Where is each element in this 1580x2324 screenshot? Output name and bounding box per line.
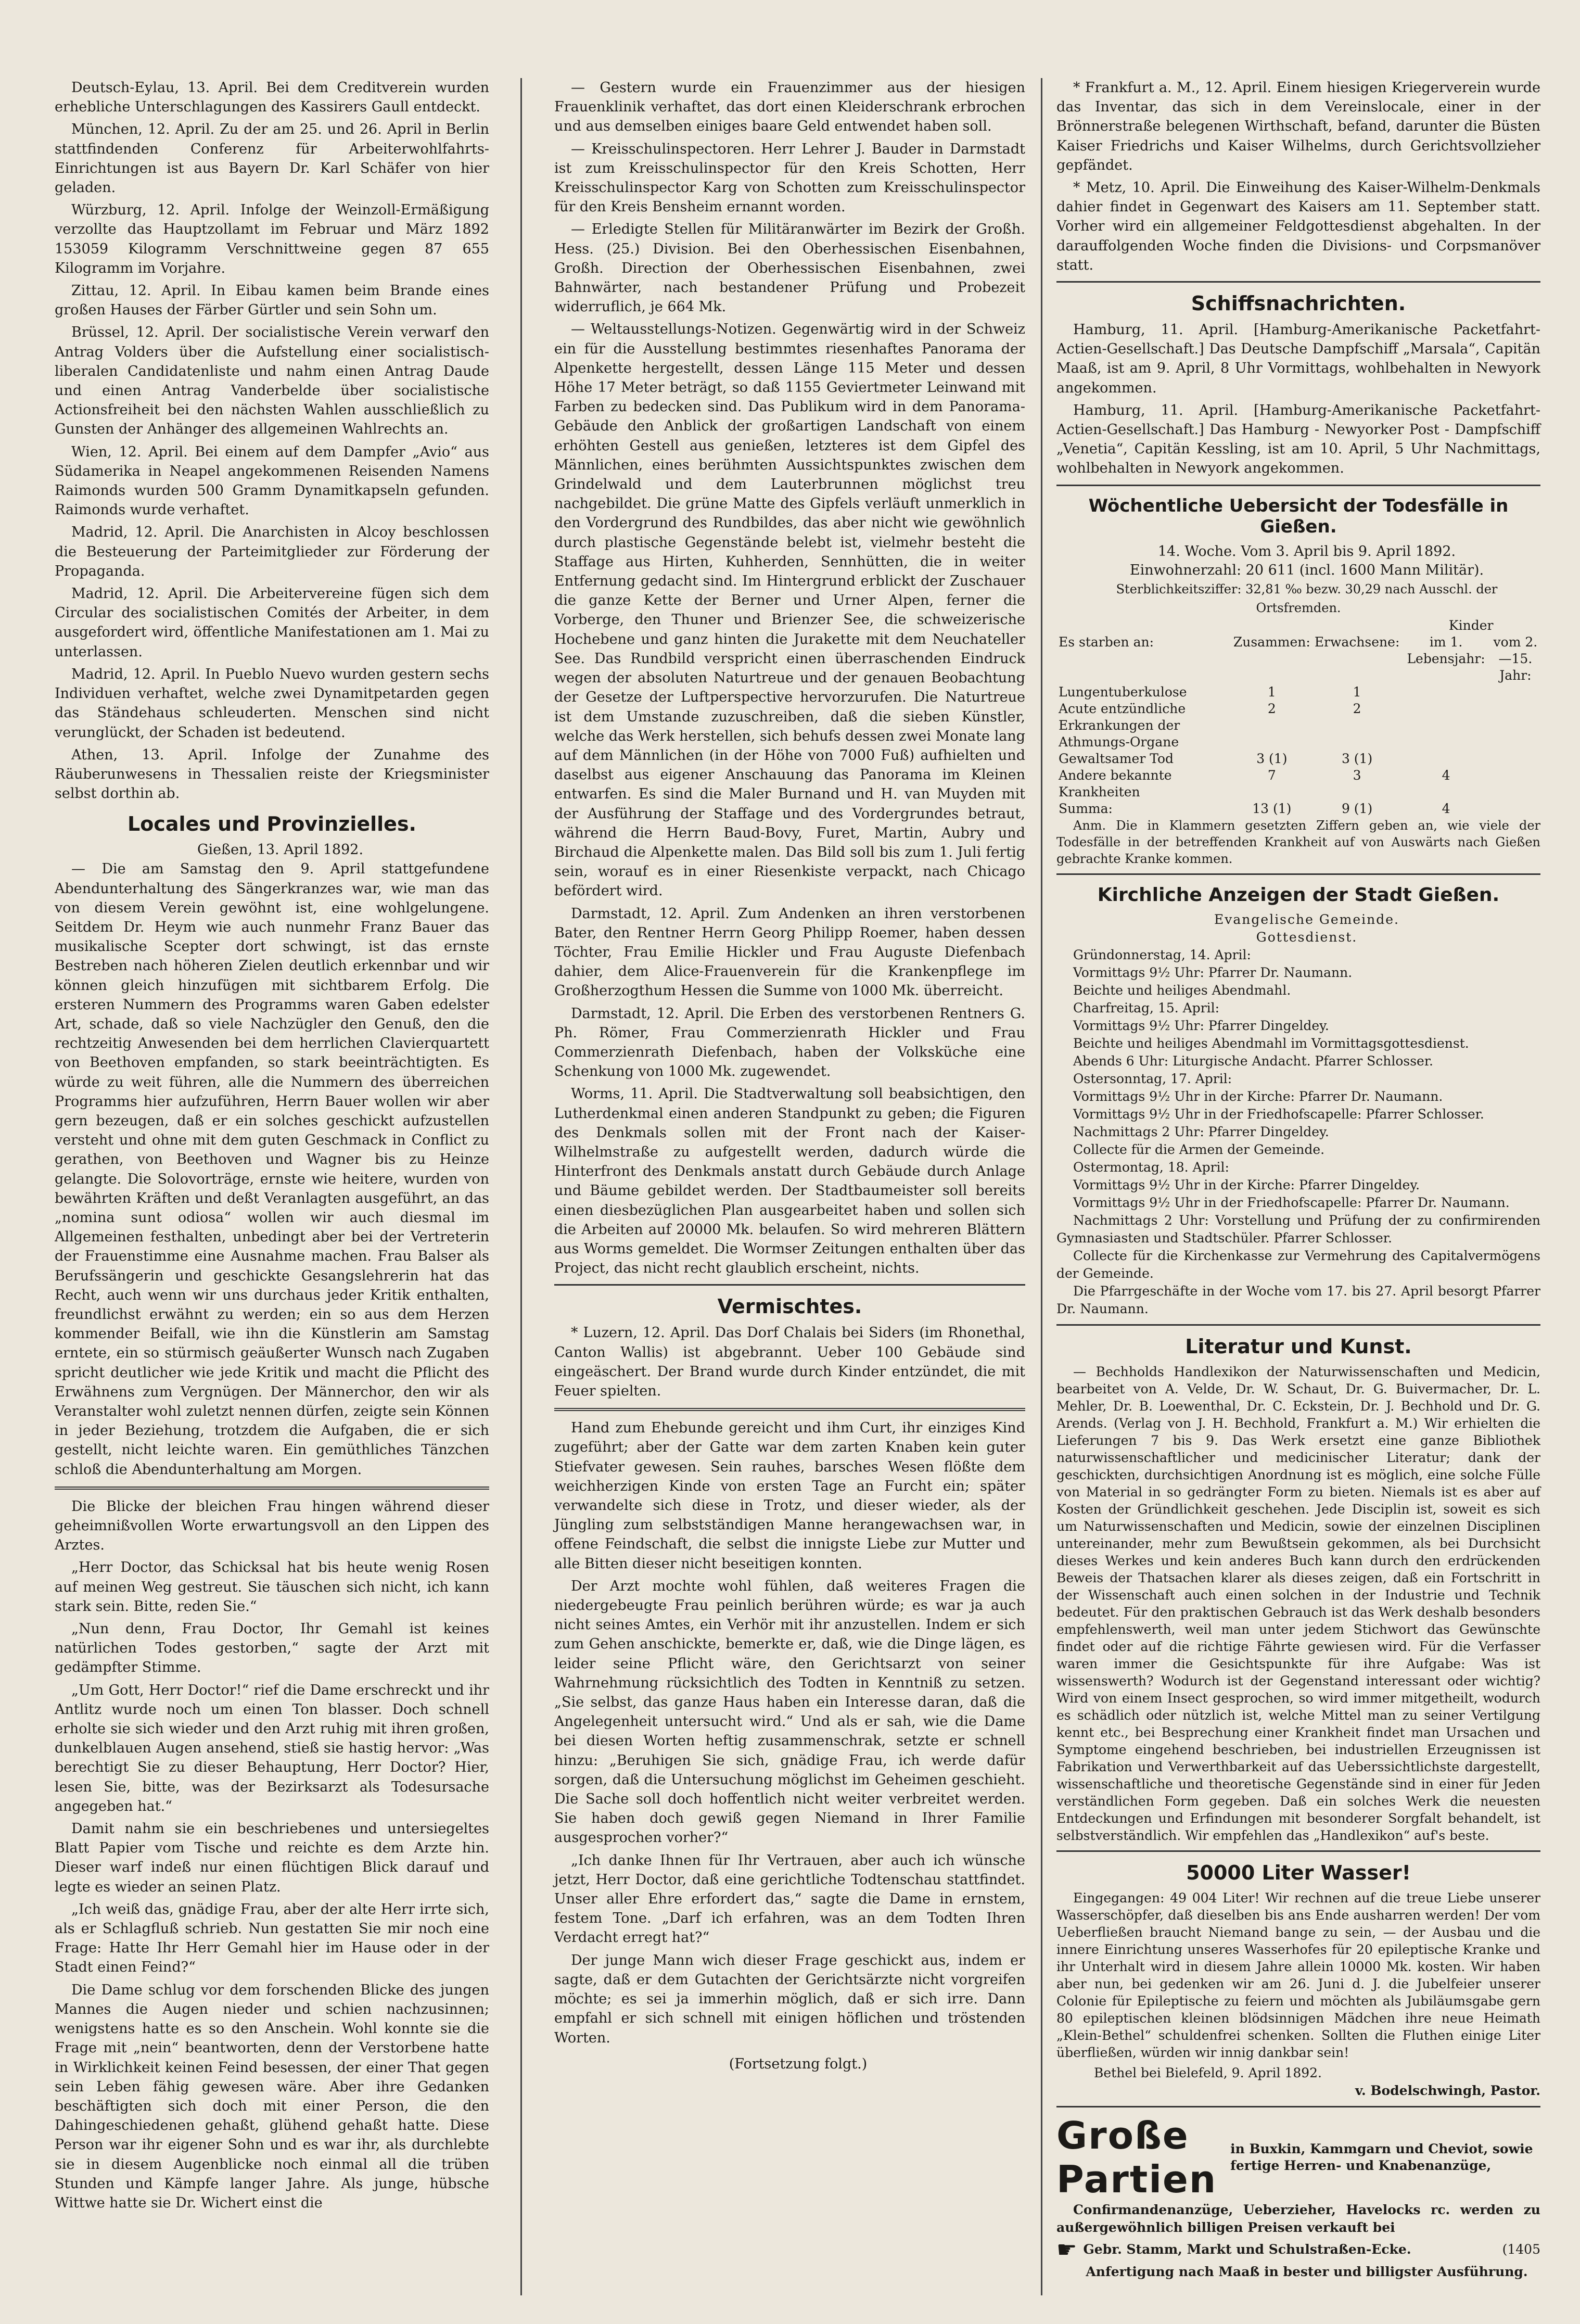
- news-item: Deutsch-Eylau, 13. April. Bei dem Creditverein wurden erhebliche Unterschlagungen des Kassirers Gaull entdeckt.: [55, 80, 489, 116]
- feuilleton-paragraph: „Um Gott, Herr Doctor!“ rief die Dame erschreckt und ihr Antlitz wurde noch um einen Ton blasser. Doch schnell erholte sie sich wieder und den Arzt ruhig mit ihren großen, dunkelblauen Augen ansehend, stieß sie hastig hervor: „Was berechtigt Sie zu dieser Behauptung, Herr Doctor? Hier, lesen Sie, bitte, was der Bezirksarzt als Todesursache angegeben hat.“: [55, 1682, 489, 1814]
- section-heading-wasser: 50000 Liter Wasser!: [1186, 1861, 1411, 1884]
- church-line: Collecte für die Kirchenkasse zur Vermehrung des Capitalvermögens der Gemeinde.: [1056, 1248, 1540, 1281]
- table-row: [1056, 751, 1540, 767]
- appeal-sign-name: v. Bodelschwingh, Pastor.: [1355, 2082, 1540, 2098]
- ad-line: Confirmandenanzüge, Ueberzieher, Havelocks rc. werden zu außergewöhnlich billigen Preisen verkauft bei: [1056, 2202, 1540, 2235]
- church-line: Nachmittags 2 Uhr: Pfarrer Dingeldey.: [1073, 1124, 1329, 1139]
- table-row: [1056, 684, 1540, 701]
- table-cell: 4: [1442, 801, 1450, 816]
- church-subheading: Gottesdienst.: [1256, 929, 1358, 945]
- table-row: [1056, 767, 1540, 801]
- table-header: Kinder: [1448, 617, 1494, 633]
- church-line: Charfreitag, 15. April:: [1073, 1000, 1220, 1015]
- table-cell: [1490, 684, 1540, 701]
- feuilleton-paragraph: „Nun denn, Frau Doctor, Ihr Gemahl ist keines natürlichen Todes gestorben,“ sagte der Arzt mit gedämpfter Stimme.: [55, 1621, 489, 1676]
- column-rule-1: [520, 78, 522, 2295]
- literature-article: — Bechholds Handlexikon der Naturwissenschaften und Medicin, bearbeitet von A. Velde, Dr. W. Schaut, Dr. G. Buivermacher, Dr. L. Mehler, Dr. B. Loewenthal, Dr. C. Eckstein, Dr. J. Bechhold und Dr. G. Arends. (Verlag von J. H. Bechhold, Frankfurt a. M.) Wir erhielten die Lieferungen 7 bis 9. Das Werk ersetzt eine ganze Bibliothek naturwissenschaftlicher und medicinischer Literatur; dank der geschickten, durchsichtigen Anordnung ist es möglich, eine solche Fülle von Material in so gedrängter Form zu bieten. Niemals ist es aber auf Kosten der Gründlichkeit geschehen. Jede Disciplin ist, soweit es sich um Naturwissenschaften und Medicin, sowie der einzelnen Disciplinen untereinander, mehr zum Bewußtsein gekommen, als bei Durchsicht dieses Werkes und kein anderes Buch kann durch den erdrückenden Beweis der Thatsachen klarer als dieses zeigen, daß ein Fortschritt in der Wissenschaft auch einen solchen in der Industrie und Technik bedeutet. Für den praktischen Gebrauch ist das Werk deshalb besonders empfehlenswerth, weil man unter jedem Stichwort das Gewünschte findet oder auf die richtige Fährte gewiesen wird. Für die Verfasser waren immer die Gesichtspunkte für ihre Aufgabe: Was ist wissenswerth? Wodurch ist der Gegenstand interessant oder wichtig? Wird von einem Insect gesprochen, so wird immer mitgetheilt, wodurch es schädlich oder nützlich ist, welche Mittel man zu seiner Vertilgung kennt etc., bei Besprechung einer Krankheit findet man Ursachen und Symptome eingehend beschrieben, bei industriellen Erzeugnissen ist Fabrikation und Verwerthbarkeit auf das Ueberssichtlichste dargestellt, wissenschaftliche und theoretische Gegenstände sind in einer für Jeden verständlichen Form gegeben. Daß ein solches Werk die neuesten Entdeckungen und Erfindungen mit besonderer Sorgfalt behandelt, ist selbstverständlich. Wir empfehlen das „Handlexikon“ auf's beste.: [1056, 1364, 1540, 1843]
- table-header: Es starben an:: [1059, 634, 1154, 650]
- ad-side-text: in Buxkin, Kammgarn und Cheviot, sowie fertige Herren- und Knabenanzüge,: [1230, 2141, 1533, 2173]
- table-cell: [1490, 701, 1540, 751]
- church-line: Vormittags 9½ Uhr: Pfarrer Dr. Naumann.: [1073, 964, 1353, 980]
- table-row: [1056, 701, 1540, 751]
- news-item: Madrid, 12. April. Die Anarchisten in Alcoy beschlossen die Besteuerung der Parteimitglieder zur Förderung der Propaganda.: [55, 524, 489, 579]
- ad-shop-row: [1056, 2237, 1540, 2263]
- table-cell: 2: [1267, 701, 1276, 716]
- table-cell: Acute entzündliche Erkrankungen der Athmungs-Organe: [1059, 701, 1186, 750]
- news-item: — Gestern wurde ein Frauenzimmer aus der hiesigen Frauenklinik verhaftet, das dort einen Kleiderschrank erbrochen und aus demselben einiges baare Geld entwendet haben soll.: [554, 80, 1025, 135]
- death-stats-rate: Sterblichkeitsziffer: 32,81 ‰ bezw. 30,29 nach Ausschl. der Ortsfremden.: [1116, 581, 1498, 615]
- table-cell: Lungentuberkulose: [1059, 684, 1187, 700]
- feuilleton-paragraph: Die Dame schlug vor dem forschenden Blicke des jungen Mannes die Augen nieder und schien nachzusinnen; wenigstens hatte es so den Anschein. Wohl konnte sie die Frage mit „nein“ beantworten, denn der Verstorbene hatte in Wirklichkeit keinen Feind besessen, der einer That gegen sein Leben fähig gewesen wäre. Aber ihre Gedanken beschäftigten sich doch mit einer Person, die den Dahingeschiedenen gehaßt, glühend gehaßt hatte. Diese Person war ihr eigener Sohn und es war ihr, als durchlebte sie in diesem Augenblicke noch einmal all die trüben Stunden und Kämpfe langer Jahre. Als junge, hübsche Wittwe hatte sie Dr. Wichert einst die: [55, 1982, 489, 2211]
- news-item: Wien, 12. April. Bei einem auf dem Dampfer „Avio“ aus Südamerika in Neapel angekommenen Reisenden Namens Raimonds wurden 500 Gramm Dynamitkapseln gefunden. Raimonds wurde verhaftet.: [55, 443, 489, 518]
- pointing-hand-icon: ☛: [1056, 2236, 1077, 2263]
- church-line: Vormittags 9½ Uhr: Pfarrer Dingeldey.: [1073, 1018, 1329, 1033]
- section-divider: [1056, 1324, 1540, 1326]
- feuilleton-paragraph: Hand zum Ehebunde gereicht und ihm Curt, ihr einziges Kind zugeführt; aber der Gatte war dem zarten Knaben kein guter Stiefvater gewesen. Sein rauhes, barsches Wesen flößte dem weichherzigen Kinde von ersten Tage an Furcht ein; später verwandelte sich diese in Trotz, und dieser wieder, als der Jüngling zum selbstständigen Manne herangewachsen war, in offene Feindschaft, die selbst die innigste Liebe zur Mutter und alle Bitten dieser nicht beseitigen konnten.: [554, 1420, 1025, 1572]
- ad-line: Anfertigung nach Maaß in bester und billigster Ausführung.: [1086, 2264, 1528, 2279]
- church-line: Collecte für die Armen der Gemeinde.: [1073, 1141, 1325, 1157]
- news-item: Darmstadt, 12. April. Zum Andenken an ihren verstorbenen Bater, den Rentner Herrn Georg Philipp Roemer, haben dessen Töchter, Frau Emilie Hickler und Frau Auguste Diefenbach dahier, dem Alice-Frauenverein für die Krankenpflege im Großherzogthum Hessen die Summe von 1000 Mk. überreicht.: [554, 905, 1025, 999]
- section-heading-vermischtes: Vermischtes.: [717, 1295, 862, 1318]
- table-cell: 3 (1): [1256, 751, 1288, 766]
- news-item: Brüssel, 12. April. Der socialistische Verein verwarf den Antrag Volders über die Aufstellung einer socialistisch-liberalen Candidatenliste und nahm einen Antrag Daude und einen Antrag Vanderbelde über socialistische Actionsfreiheit bei den nächsten Wahlen ausschließlich zu Gunsten der Anhänger des allgemeinen Wahlrechts an.: [55, 324, 489, 438]
- death-stats-population: Einwohnerzahl: 20 611 (incl. 1600 Mann Militär).: [1129, 562, 1484, 578]
- ad-title: Große Partien: [1056, 2113, 1217, 2201]
- feuilleton-paragraph: „Ich danke Ihnen für Ihr Vertrauen, aber auch ich wünsche jetzt, Herr Doctor, daß eine gerichtliche Todtenschau stattfindet. Unser aller Ehre erfordert das,“ sagte die Dame in ernstem, festem Tone. „Darf ich erfahren, was an dem Todten Ihren Verdacht erregt hat?“: [554, 1852, 1025, 1946]
- table-cell: [1490, 751, 1540, 767]
- table-header: Zusammen:: [1233, 634, 1310, 650]
- news-item: Worms, 11. April. Die Stadtverwaltung soll beabsichtigen, den Lutherdenkmal einen anderen Standpunkt zu geben; die Figuren des Denkmals sollen mit der Front nach der Kaiser-Wilhelmstraße zu aufgestellt werden, dadurch würde die Hinterfront des Denkmals anstatt durch Gebäude durch Anlage und Bäume gebildet werden. Der Stadtbaumeister soll bereits einen diesbezüglichen Plan ausgearbeitet haben und sollen sich die Arbeiten auf 20000 Mk. belaufen. So wird mehreren Blättern aus Worms gemeldet. Die Wormser Zeitungen enthalten über das Project, das nicht recht glaublich erscheint, nichts.: [554, 1086, 1025, 1277]
- feuilleton-paragraph: Die Blicke der bleichen Frau hingen während dieser geheimnißvollen Worte erwartungsvoll an den Lippen des Arztes.: [55, 1498, 489, 1554]
- news-item: — Kreisschulinspectoren. Herr Lehrer J. Bauder in Darmstadt ist zum Kreisschulinspector für den Kreis Schotten, Herr Kreisschulinspector Karg von Schotten zum Kreisschulinspector für den Kreis Bensheim ernannt worden.: [554, 141, 1025, 215]
- death-stats-table: [1056, 617, 1540, 817]
- table-cell: [1401, 684, 1490, 701]
- table-cell: 3: [1353, 767, 1361, 783]
- table-cell: [1401, 751, 1490, 767]
- church-line: Beichte und heiliges Abendmahl im Vormittagsgottesdienst.: [1073, 1035, 1469, 1051]
- church-line: Ostermontag, 18. April:: [1073, 1159, 1229, 1175]
- news-item: * Metz, 10. April. Die Einweihung des Kaiser-Wilhelm-Denkmals dahier findet in Gegenwart des Kaisers am 11. September statt. Vorher wird ein allgemeiner Feldgottesdienst abgehalten. In der darauffolgenden Woche finden die Divisions- und Corpsmanöver statt.: [1056, 180, 1540, 273]
- table-cell: Andere bekannte Krankheiten: [1059, 767, 1172, 799]
- table-row-total: [1056, 801, 1540, 817]
- feuilleton-paragraph: Damit nahm sie ein beschriebenes und untersiegeltes Blatt Papier vom Tische und reichte es dem Arzte hin. Dieser warf indeß nur einen flüchtigen Blick darauf und legte es wieder an seinen Platz.: [55, 1821, 489, 1895]
- ad-number: (1405: [1502, 2242, 1540, 2257]
- news-item: * Frankfurt a. M., 12. April. Einem hiesigen Kriegerverein wurde das Inventar, das sich in dem Vereinslocale, einer in der Brönnerstraße belegenen Wirthschaft, befand, darunter die Büsten Kaiser Friedrichs und Kaiser Wilhelms, durch Gerichtsvollzieher gepfändet.: [1056, 80, 1540, 173]
- table-cell: 4: [1442, 767, 1450, 783]
- news-item: — Erledigte Stellen für Militäranwärter im Bezirk der Großh. Hess. (25.) Division. Bei den Oberhessischen Eisenbahnen, Großh. Direction der Oberhessischen Eisenbahnen, zwei Bahnwärter, nach bestandener Prüfung und Probezeit widerruflich, je 664 Mk.: [554, 221, 1025, 315]
- column-2: [554, 78, 1025, 2074]
- section-heading-locales: Locales und Provinzielles.: [127, 812, 416, 836]
- locales-article: — Die am Samstag den 9. April stattgefundene Abendunterhaltung des Sängerkranzes war, wie man das von diesem Verein gewöhnt ist, eine wohlgelungene. Seitdem Dr. Heym wie auch nunmehr Franz Bauer das musikalische Scepter dort schwingt, ist das ernste Bestreben nach höheren Zielen deutlich erkennbar und wir können gleich hinzufügen mit sichtbarem Erfolg. Die ersteren Nummern des Programms waren Gaben edelster Art, schade, daß so viele Nachzügler den Genuß, den die rechtzeitig Anwesenden bei dem herrlichen Clavierquartett von Beethoven empfanden, so stark beeinträchtigten. Es würde zu weit führen, alle die Nummern des überreichen Programms hier aufzuführen, Herrn Bauer wollen wir aber gern bezeugen, daß er ein solches geschickt aufzustellen versteht und ohne mit dem guten Geschmack in Conflict zu gerathen, von Beethoven und Wagner bis zu Heinze gelangte. Die Solovorträge, ernste wie heitere, wurden von bewährten Kräften und deßt Veranlagten ausgeführt, an das „nomina sunt odiosa“ wollen wir auch diesmal im Allgemeinen festhalten, unbedingt aber bei der Vertreterin der Frauenstimme eine Ausnahme machen. Frau Balser als Berufssängerin und geschickte Gesangslehrerin hat das Recht, auch wenn wir uns durchaus jeder Kritik enthalten, freundlichst erwähnt zu werden; ein so aus dem Herzen kommender Beifall, wie ihn die Künstlerin am Samstag erntete, ein so stürmisch geäußerter Wunsch nach Zugaben spricht deutlicher wie jede Kritik und macht die Pflicht des Erwähnens zum Vergnügen. Der Männerchor, den wir als Veranstalter wohl zuletzt nennen dürfen, zeigte sein Können in jeder Beziehung, trotzdem die Aufgaben, die er sich gestellt, nicht leichte waren. Ein gemüthliches Tänzchen schloß die Abendunterhaltung am Morgen.: [55, 861, 489, 1478]
- section-divider: [1056, 1850, 1540, 1852]
- news-item: Darmstadt, 12. April. Die Erben des verstorbenen Rentners G. Ph. Römer, Frau Commerzienrath Hickler und Frau Commerzienrath Diefenbach, haben der Volksküche eine Schenkung von 1000 Mk. zugewendet.: [554, 1005, 1025, 1080]
- table-cell: 13 (1): [1252, 801, 1292, 816]
- section-divider: [1056, 873, 1540, 875]
- table-header: Erwachsene:: [1314, 634, 1400, 650]
- church-line: Nachmittags 2 Uhr: Vorstellung und Prüfung der zu confirmirenden Gymnasiasten und Stadtschüler. Pfarrer Schlosser.: [1056, 1212, 1540, 1246]
- table-note: Anm. Die in Klammern gesetzten Ziffern geben an, wie viele der Todesfälle in der betreffenden Krankheit auf von Auswärts nach Gießen gebrachte Kranke kommen.: [1056, 818, 1540, 866]
- feuilleton-paragraph: Der Arzt mochte wohl fühlen, daß weiteres Fragen die niedergebeugte Frau peinlich berühren würde; es war ja auch nicht seines Amtes, ein Verhör mit ihr anzustellen. Indem er sich zum Gehen anschickte, bemerkte er, daß, wie die Dinge lägen, es leider seine Pflicht wäre, den Gerichtsarzt von seiner Wahrnehmung rücksichtlich des Todten in Kenntniß zu setzen. „Sie selbst, das ganze Haus haben ein Interesse daran, daß die Angelegenheit untersucht wird.“ Und als er sah, wie die Dame bei diesen Worten heftig zusammenschrak, setzte er schnell hinzu: „Beruhigen Sie sich, gnädige Frau, ich werde dafür sorgen, daß die Untersuchung möglichst im Geheimen geschieht. Die Sache soll doch hoffentlich nicht weiter verbreitet werden. Sie haben doch gewiß gegen Niemand in Ihrer Familie ausgesprochen vorher?“: [554, 1578, 1025, 1846]
- feuilleton-divider: [554, 1408, 1025, 1411]
- ship-news: Hamburg, 11. April. [Hamburg-Amerikanische Packetfahrt-Actien-Gesellschaft.] Das Hamburg - Newyorker Post - Dampfschiff „Venetia“, Capitän Kessling, ist am 10. April, 5 Uhr Nachmittags, wohlbehalten in Newyork angekommen.: [1056, 402, 1540, 477]
- feuilleton-paragraph: „Ich weiß das, gnädige Frau, aber der alte Herr irrte sich, als er Schlagfluß schrieb. Nun gestatten Sie mir noch eine Frage: Hatte Ihr Herr Gemahl hier im Hause oder in der Stadt einen Feind?“: [55, 1901, 489, 1976]
- news-item: Madrid, 12. April. Die Arbeitervereine fügen sich dem Circular des socialistischen Comités der Arbeiter, in dem ausgefordert wird, öffentliche Manifestationen am 1. Mai zu unterlassen.: [55, 586, 489, 660]
- dateline: Gießen, 13. April 1892.: [197, 842, 364, 858]
- table-cell: [1401, 701, 1490, 751]
- church-subheading: Evangelische Gemeinde.: [1214, 911, 1399, 927]
- column-3: [1056, 78, 1540, 2281]
- section-divider: [554, 1284, 1025, 1286]
- ad-header: [1056, 2114, 1540, 2201]
- advertisement: [1056, 2114, 1540, 2281]
- table-cell: 3 (1): [1341, 751, 1373, 766]
- news-item: Zittau, 12. April. In Eibau kamen beim Brande eines großen Hauses der Färber Gürtler und sein Sohn um.: [55, 283, 489, 319]
- church-line: Vormittags 9½ Uhr in der Friedhofscapelle: Pfarrer Schlosser.: [1073, 1106, 1484, 1122]
- column-rule-2: [1041, 78, 1042, 2295]
- feuilleton-paragraph: Der junge Mann wich dieser Frage geschickt aus, indem er sagte, daß er dem Gutachten der Gerichtsärzte nicht vorgreifen möchte; es sei ja immerhin möglich, daß er sich irre. Dann empfahl er sich schnell mit einigen höflichen und tröstenden Worten.: [554, 1952, 1025, 2046]
- church-line: Abends 6 Uhr: Liturgische Andacht. Pfarrer Schlosser.: [1073, 1053, 1434, 1069]
- news-item: Madrid, 12. April. In Pueblo Nuevo wurden gestern sechs Individuen verhaftet, welche zwei Dynamitpetarden gegen das Ständehaus schleuderten. Menschen sind nicht verunglückt, der Schaden ist bedeutend.: [55, 666, 489, 741]
- table-cell: 1: [1267, 684, 1276, 700]
- news-item: Athen, 13. April. Infolge der Zunahme des Räuberunwesens in Thessalien reiste der Kriegsminister selbst dorthin ab.: [55, 746, 489, 802]
- news-item: — Weltausstellungs-Notizen. Gegenwärtig wird in der Schweiz ein für die Ausstellung bestimmtes riesenhaftes Panorama der Alpenkette hergestellt, dessen Länge 115 Meter und dessen Höhe 17 Meter beträgt, so daß 1155 Geviertmeter Leinwand mit Farben zu bedecken sind. Das Publikum wird in dem Panorama-Gebäude den Anblick der großartigen Landschaft von einem erhöhten Gestell aus genießen, letzteres ist dem Gipfel des Männlichen, eines berühmten Aussichtspunktes zwischen dem Grindelwald und dem Lauterbrunnen möglichst treu nachgebildet. Die grüne Matte des Gipfels verläuft unmerklich in den Vordergrund des Rundbildes, das aber nicht wie gewöhnlich durch plastische Gegenstände belebt ist, vielmehr besteht die Staffage aus Hirten, Kuhherden, Sennhütten, die in weiter Entfernung gedacht sind. Im Hintergrund erblickt der Zuschauer die ganze Kette der Berner und Urner Alpen, ferner die Vorberge, den Thuner und Brienzer See, die schweizerische Hochebene und ganz hinten die Jurakette mit dem Neuchateller See. Das Rundbild verspricht einen überraschenden Eindruck wegen der absoluten Naturtreue und der genauen Beobachtung der Gesetze der Luftperspective hervorzurufen. Die Naturtreue ist dem Umstande zuzuschreiben, daß die sieben Künstler, welche das Werk herstellen, sich behufs dessen zwei Monate lang auf dem Männlichen (in der Höhe von 7000 Fuß) aufhielten und daselbst aus eigener Anschauung das Panorama im Kleinen entwarfen. Es sind die Maler Burnand und H. van Muyden mit der Ausführung der Staffage und des Vordergrundes betraut, während die Herrn Baud-Bovy, Furet, Martin, Aubry und Birchaud die Alpenkette malen. Das Bild soll bis zum 1. Juli fertig sein, worauf es in einer Riesenkiste verpackt, nach Chicago befördert wird.: [554, 321, 1025, 899]
- table-cell: Summa:: [1059, 801, 1113, 816]
- ad-shop: Gebr. Stamm, Markt und Schulstraßen-Ecke.: [1083, 2242, 1411, 2257]
- table-header: im 1. Lebensjahr:: [1407, 634, 1485, 666]
- news-item: * Luzern, 12. April. Das Dorf Chalais bei Siders (im Rhonethal, Canton Wallis) ist abgebrannt. Ueber 100 Gebäude sind eingeäschert. Der Brand wurde durch Kinder entzündet, die mit Feuer spielten.: [554, 1325, 1025, 1399]
- table-header: vom 2.—15. Jahr:: [1493, 634, 1538, 683]
- table-cell: [1490, 801, 1540, 817]
- table-cell: [1490, 767, 1540, 801]
- feuilleton-paragraph: „Herr Doctor, das Schicksal hat bis heute wenig Rosen auf meinen Weg gestreut. Sie täuschen sich nicht, ich kann stark sein. Bitte, reden Sie.“: [55, 1559, 489, 1615]
- section-divider: [1056, 485, 1540, 486]
- church-line: Beichte und heiliges Abendmahl.: [1073, 982, 1291, 998]
- church-line: Ostersonntag, 17. April:: [1073, 1071, 1232, 1086]
- feuilleton-divider: [55, 1487, 489, 1490]
- news-item: Würzburg, 12. April. Infolge der Weinzoll-Ermäßigung verzollte das Hauptzollamt im Februar und März 1892 153059 Kilogramm Verschnittweine gegen 87 655 Kilogramm im Vorjahre.: [55, 202, 489, 276]
- section-heading-kirchliche: Kirchliche Anzeigen der Stadt Gießen.: [1097, 884, 1500, 906]
- church-line: Vormittags 9½ Uhr in der Kirche: Pfarrer Dingeldey.: [1073, 1177, 1420, 1192]
- news-item: München, 12. April. Zu der am 25. und 26. April in Berlin stattfindenden Conferenz für Arbeiterwohlfahrts-Einrichtungen ist aus Bayern Dr. Karl Schäfer von hier geladen.: [55, 121, 489, 196]
- church-line: Vormittags 9½ Uhr in der Kirche: Pfarrer Dr. Naumann.: [1073, 1088, 1443, 1104]
- church-line: Gründonnerstag, 14. April:: [1073, 947, 1251, 962]
- church-line: Vormittags 9½ Uhr in der Friedhofscapelle: Pfarrer Dr. Naumann.: [1073, 1195, 1510, 1210]
- table-cell: Gewaltsamer Tod: [1059, 751, 1174, 766]
- death-stats-week: 14. Woche. Vom 3. April bis 9. April 1892.: [1157, 543, 1456, 560]
- section-heading-todesfaelle: Wöchentliche Uebersicht der Todesfälle in Gießen.: [1088, 495, 1509, 537]
- section-divider: [1056, 281, 1540, 283]
- table-cell: 2: [1353, 701, 1361, 716]
- continuation-note: (Fortsetzung folgt.): [729, 2055, 868, 2072]
- section-heading-schiff: Schiffsnachrichten.: [1191, 292, 1406, 315]
- table-cell: 7: [1267, 767, 1276, 783]
- table-cell: 1: [1353, 684, 1361, 700]
- table-cell: 9 (1): [1341, 801, 1373, 816]
- ship-news: Hamburg, 11. April. [Hamburg-Amerikanische Packetfahrt-Actien-Gesellschaft.] Das Deutsche Dampfschiff „Marsala“, Capitän Maaß, ist am 9. April, 8 Uhr Vormittags, wohlbehalten in Newyork angekommen.: [1056, 322, 1540, 396]
- appeal-text: Eingegangen: 49 004 Liter! Wir rechnen auf die treue Liebe unserer Wasserschöpfer, daß dieselben bis ans Ende ausharren werden! Der vom Ueberfließen braucht Niemand bange zu sein, — der Ausbau und die innere Einrichtung unseres Wasserhofes für 20 epileptische Kranke und ihr Unterhalt wird in diesem Jahre allein 10000 Mk. kosten. Wir haben aber nun, bei gedenken wir am 26. Juni d. J. die Jubelfeier unserer Colonie für Epileptische zu feiern und möchten als Jubiläumsgabe gern 80 epileptischen kleinen blödsinnigen Mädchen ihre neue Heimath „Klein-Bethel“ schuldenfrei schenken. Sollten die Fluthen einige Liter überfließen, würden wir innig dankbar sein!: [1056, 1890, 1540, 2060]
- section-divider: [1056, 2106, 1540, 2107]
- section-heading-literatur: Literatur und Kunst.: [1185, 1335, 1412, 1358]
- column-1: [55, 78, 489, 2216]
- appeal-sign-place: Bethel bei Bielefeld, 9. April 1892.: [1094, 2065, 1322, 2080]
- church-line: Die Pfarrgeschäfte in der Woche vom 17. bis 27. April besorgt Pfarrer Dr. Naumann.: [1056, 1283, 1540, 1316]
